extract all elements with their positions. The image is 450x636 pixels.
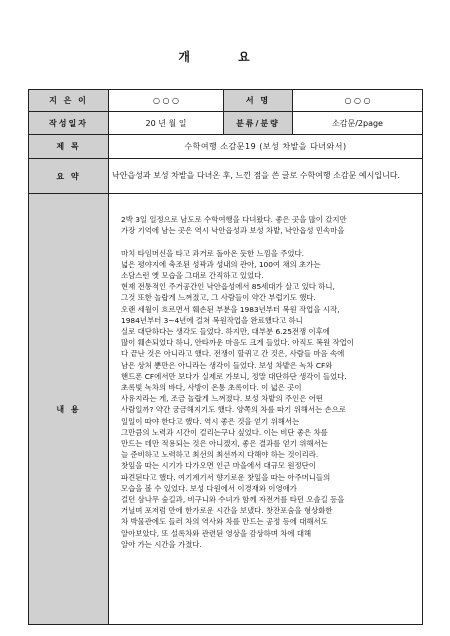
content-line: 사유지라는 게, 조금 놀랍게 느껴졌다. 보성 차밭의 주인은 어떤 xyxy=(121,394,323,404)
content-line: 2박 3일 일정으로 남도로 수학여행을 다녀왔다. 좋은 곳을 많이 갔지만 xyxy=(121,215,347,224)
subject-value: 수학여행 소감문19 (보성 차밭을 다녀와서) xyxy=(109,135,423,159)
content-label: 내 용 xyxy=(29,194,109,625)
name-value: ○ ○ ○ xyxy=(293,90,423,112)
content-line: 만드는 데만 적용되는 것은 아니겠지, 좋은 결과를 얻기 위해서는 xyxy=(121,439,328,449)
summary-value: 낙안읍성과 보성 차밭을 다녀온 후, 느낀 점을 쓴 글로 수학여행 소감문 예시입니다. xyxy=(109,159,423,194)
content-line: 모습을 볼 수 있었다. 보성 다원에서 이경재와 이영애가 xyxy=(121,483,297,493)
content-line: 1984년부터 3~4년에 걸쳐 복원작업을 완료했다고 하니 xyxy=(121,315,303,325)
summary-label: 요 약 xyxy=(29,159,109,194)
date-label: 작성일자 xyxy=(29,112,109,135)
author-value: ○ ○ ○ xyxy=(109,90,224,112)
content-line: 차 박물관에도 들러 차의 역사와 차를 만드는 공정 등에 대해서도 xyxy=(121,517,328,527)
content-line: 오랜 세월이 흐르면서 훼손된 부분을 1983년부터 복원 작업을 시작, xyxy=(121,304,340,314)
page-title: 개 요 xyxy=(178,50,272,64)
content-line xyxy=(121,236,414,247)
content-line: 남은 상처 뿐만은 아니라는 생각이 들었다. 보성 차밭은 녹차 CF와 xyxy=(121,360,333,370)
author-label: 지 은 이 xyxy=(29,90,109,112)
content-line: 걸던 삼나무 숲길과, 비구니와 수녀가 함께 자전거를 타던 오솔길 등을 xyxy=(121,495,345,505)
content-line: 현재 전통적인 주거공간인 낙안읍성에서 85세대가 살고 있다 하니, xyxy=(121,282,335,292)
content-line: 거닐며 포저럼 만에 한가로운 시간을 보냈다. 찻잔포숨을 형상화한 xyxy=(121,506,333,516)
content-line: 일일이 따야 한다고 했다. 역시 좋은 것을 얻기 위해서는 xyxy=(121,416,300,426)
content-cell xyxy=(109,194,423,625)
date-value: 20 년 월 일 xyxy=(109,112,224,135)
content-line: 마치 타임머신을 타고 과거로 돌아온 듯한 느낌을 주었다. xyxy=(121,248,305,258)
name-label: 서 명 xyxy=(224,90,293,112)
content-body xyxy=(109,194,422,554)
category-label: 분류/분량 xyxy=(224,112,293,135)
content-line: 그만큼의 노력과 시간이 걸리는구나 싶었다. 이는 비단 좋은 차를 xyxy=(121,427,328,437)
content-line: 핸드폰 CF에서만 보다가 실제로 가보니, 정말 대단하단 생각이 들었다. xyxy=(121,371,347,381)
content-line: 파견된다고 했다. 여기계기서 향기로운 찻잎을 따는 아주머니들의 xyxy=(121,472,331,482)
content-line: 늘 준비하고 노력하고 최선의 최선까지 다해야 하는 것이리라. xyxy=(121,450,319,460)
content-line: 알아 가는 시간을 가졌다. xyxy=(121,539,202,549)
subject-label: 제 목 xyxy=(29,135,109,159)
content-line: 그것 또한 놀랍게 느껴졌고, 그 사람들이 약간 부럽기도 했다. xyxy=(121,293,316,303)
content-line: 다 끝난 것은 아니라고 했다. 전쟁이 할퀴고 간 것은, 사람들 마음 속에 xyxy=(121,349,345,359)
content-line: 가장 기억에 남는 곳은 역시 낙안읍성과 보성 차밭, 낙안읍성 민속마을 xyxy=(121,226,345,236)
content-line: 많이 훼손되었다 하니, 안타까운 마음도 크게 들었다. 아직도 복원 작업이 xyxy=(121,338,354,348)
overview-form-table xyxy=(28,89,423,625)
category-value: 소감문/2page xyxy=(293,112,423,135)
content-line: 찻잎을 따는 시기가 다가오면 인근 마을에서 대규모 원정단이 xyxy=(121,461,316,471)
content-line: 실로 대단하다는 생각도 들었다. 하지만, 대부분 6.25전쟁 이후에 xyxy=(121,327,330,337)
content-line: 알아보았다, 또 설록차와 관련된 영상을 감상하며 차에 대해 xyxy=(121,528,312,538)
content-line: 초록빛 녹차의 바다, 사방이 온통 초록이다. 이 넓은 곳이 xyxy=(121,383,302,393)
content-line: 넓은 평야지에 축조된 성곽과 성내의 관아, 100여 채의 초가는 xyxy=(121,259,321,269)
content-line: 소담스런 옛 모습을 그대로 간직하고 있었다. xyxy=(121,271,264,281)
content-line: 사람일까? 약간 궁금해지기도 했다. 양쪽의 차를 따기 위해서는 손으로 xyxy=(121,405,346,415)
